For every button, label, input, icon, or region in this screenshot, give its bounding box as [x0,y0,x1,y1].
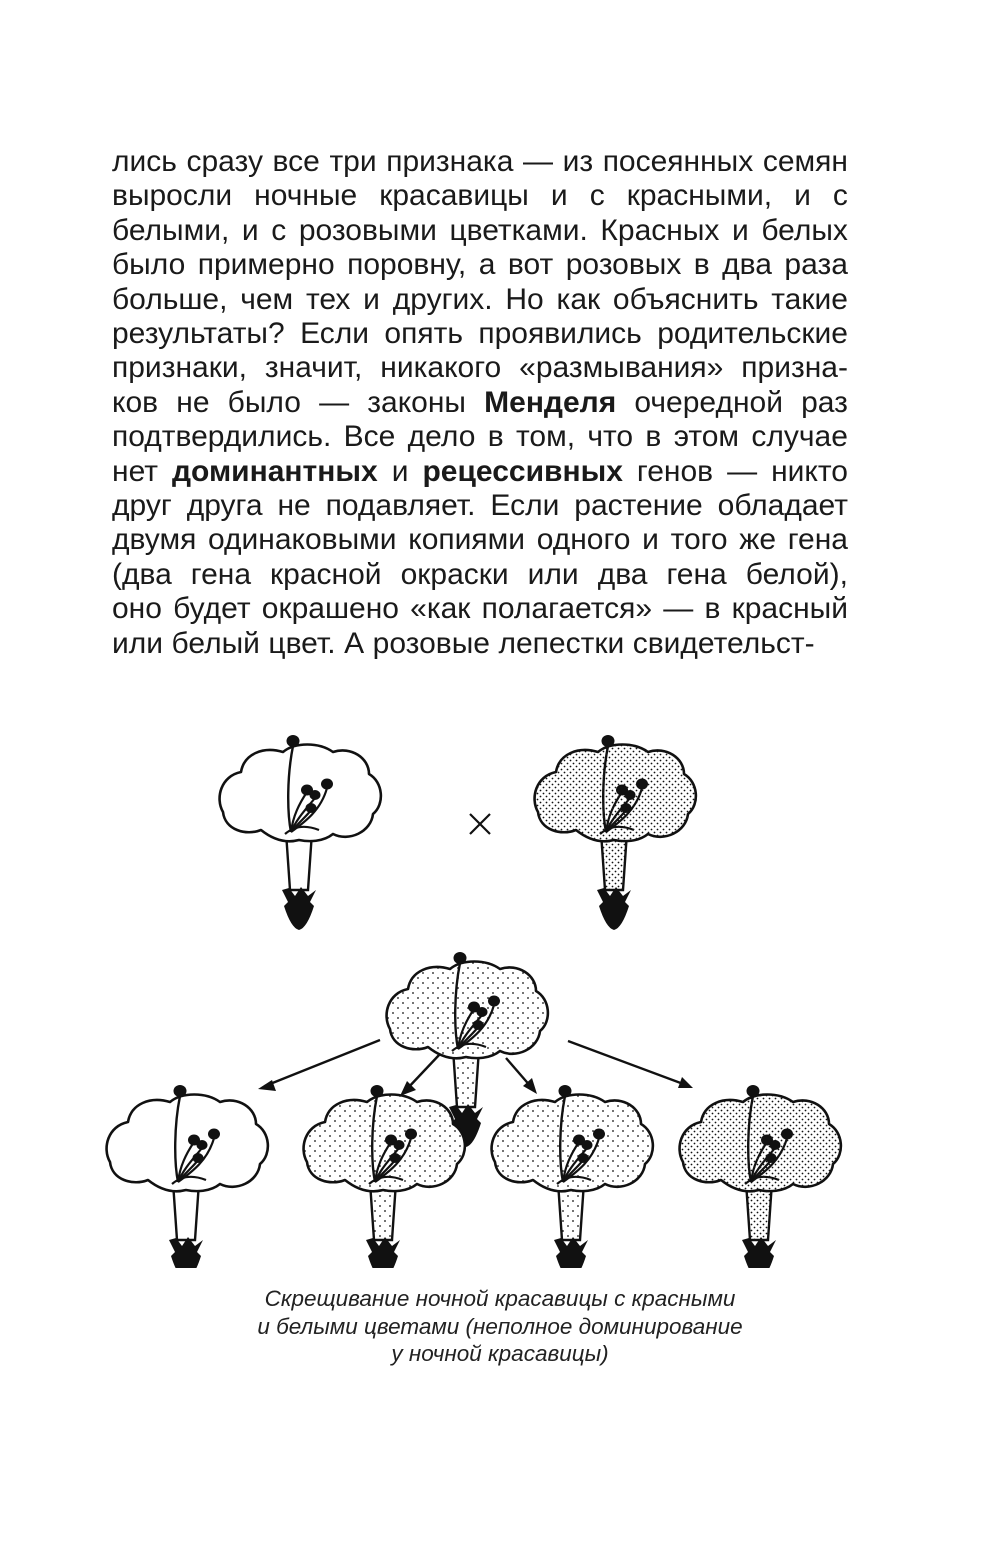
text-line [112,523,848,557]
word: призна- [741,351,848,385]
bold-term: рецессивных [422,454,623,488]
word: все [272,145,320,178]
word: такие [771,282,848,316]
word: красный [731,592,848,626]
word: никто [771,454,848,488]
word: розовые [372,626,490,660]
word: обладает [717,489,848,523]
word: — [319,385,350,419]
word: будет [173,592,251,626]
figure-caption [150,1285,850,1368]
word: гена [190,557,252,591]
word: из [562,145,594,178]
word: и [241,213,259,247]
word: раза [784,248,848,282]
word: сразу [186,145,263,178]
caption-line: Скрещивание ночной красавицы с красными [264,1286,736,1311]
text-line [112,214,848,248]
word: опять [384,317,463,351]
word: с [589,179,605,213]
word: друг [112,489,172,523]
word: лепестки [498,626,625,660]
word: признака [386,145,514,178]
word: не [277,489,311,523]
word: или [112,626,164,660]
word: цвет. [268,626,336,660]
crossing-diagram [100,728,900,1268]
word: что [587,420,634,454]
arrow-to-offspring-white [258,1040,380,1091]
word: и [363,282,380,316]
word: лись [112,145,177,178]
word: дело [407,420,476,454]
text-line [112,145,848,179]
word: в [693,248,710,282]
text-line [112,489,848,523]
word: никакого [380,351,502,385]
word: красавицы [379,179,529,213]
word: белыми, [112,213,230,247]
word: гена [666,557,727,591]
word: оно [112,592,162,626]
word: (два [112,557,172,591]
word: было [227,385,301,419]
text-line [112,420,848,454]
word: того [670,523,728,557]
word: проявились [478,317,642,351]
word: одного [536,523,631,557]
text-line [112,283,848,317]
word: с [271,213,287,247]
word: белый [171,626,260,660]
word: в [487,420,504,454]
word: окрашено [261,592,399,626]
text-line [112,558,848,592]
word: Если [300,317,370,351]
bold-term: Менделя [484,385,617,419]
word: растение [574,489,703,523]
cross-symbol [470,814,490,834]
word: а [478,248,496,282]
word: подтвердились. [112,420,332,454]
word: одинаковыми [208,523,397,557]
word: нет [112,454,158,488]
word: очередной [634,385,783,419]
word: в [645,420,662,454]
word: выросли [112,179,233,213]
word: белых [761,213,848,247]
word: окраски [400,557,509,591]
word: объяснить [612,282,759,316]
word: результаты? [112,317,285,351]
parent-red-flower [535,735,696,930]
text-line [112,317,848,351]
word: белой), [745,557,848,591]
word: двумя [112,523,197,557]
word: и [550,179,568,213]
word: ночные [254,179,358,213]
word: как [556,282,601,316]
text-line [112,455,848,489]
word: других. [392,282,493,316]
word: красной [270,557,382,591]
arrow-to-offspring-pink-1 [400,1054,440,1096]
text-line [112,386,848,420]
word: два [597,557,648,591]
word: подавляет. [325,489,476,523]
word: розовыми [298,213,437,247]
word: «размывания» [519,351,724,385]
arrow-to-offspring-pink-2 [506,1058,537,1094]
word: с [832,179,848,213]
word: и [794,179,811,213]
word: посеянных [602,145,754,178]
word: вот [507,248,554,282]
caption-line: и белыми цветами (неполное доминирование [257,1313,743,1339]
offspring-pink-flower [304,1085,465,1268]
word: красными, [626,179,773,213]
parent-white-flower [220,735,381,930]
word: А [344,626,365,660]
word: полагается» [481,592,653,626]
caption-line: у ночной красавицы) [391,1341,609,1366]
word: или [527,557,579,591]
word: примерно [197,248,335,282]
offspring-white-flower [107,1085,268,1268]
text-line [112,592,848,626]
text-line [112,351,848,385]
word: — [663,592,694,626]
word: генов [636,454,714,488]
word: этом [673,420,740,454]
word: два [722,248,772,282]
word: Но [505,282,544,316]
word: признаки, [112,351,247,385]
word: — [522,145,553,178]
word: — [727,454,758,488]
word: случае [751,420,848,454]
word: же [739,523,777,557]
word: в [704,592,721,626]
word: значит, [264,351,363,385]
word: друга [186,489,263,523]
word: и [391,454,409,488]
word: гена [787,523,848,557]
word: и [642,523,659,557]
arrow-to-offspring-red [568,1041,693,1088]
word: цветками. [449,213,588,247]
word: чем [240,282,294,316]
word: розовых [565,248,682,282]
offspring-pink-flower [492,1085,653,1268]
word: поровну, [347,248,467,282]
word: больше, [112,282,228,316]
bold-term: доминантных [172,454,378,488]
word: «как [410,592,471,626]
word: раз [801,385,848,419]
text-line [112,627,848,661]
word: не [176,385,210,419]
word: копиями [408,523,526,557]
word: было [112,248,186,282]
word: три [329,145,377,178]
text-line [112,248,848,282]
body-text [112,145,848,661]
word: том, [515,420,576,454]
word: и [731,213,749,247]
offspring-red-flower [680,1085,841,1268]
word: семян [762,145,848,178]
word: свидетельст- [632,626,815,660]
word: ков [112,385,159,419]
text-line [112,179,848,213]
word: Красных [600,213,720,247]
word: законы [367,385,466,419]
word: Все [343,420,396,454]
word: Если [490,489,560,523]
word: тех [305,282,351,316]
word: родительские [657,317,848,351]
